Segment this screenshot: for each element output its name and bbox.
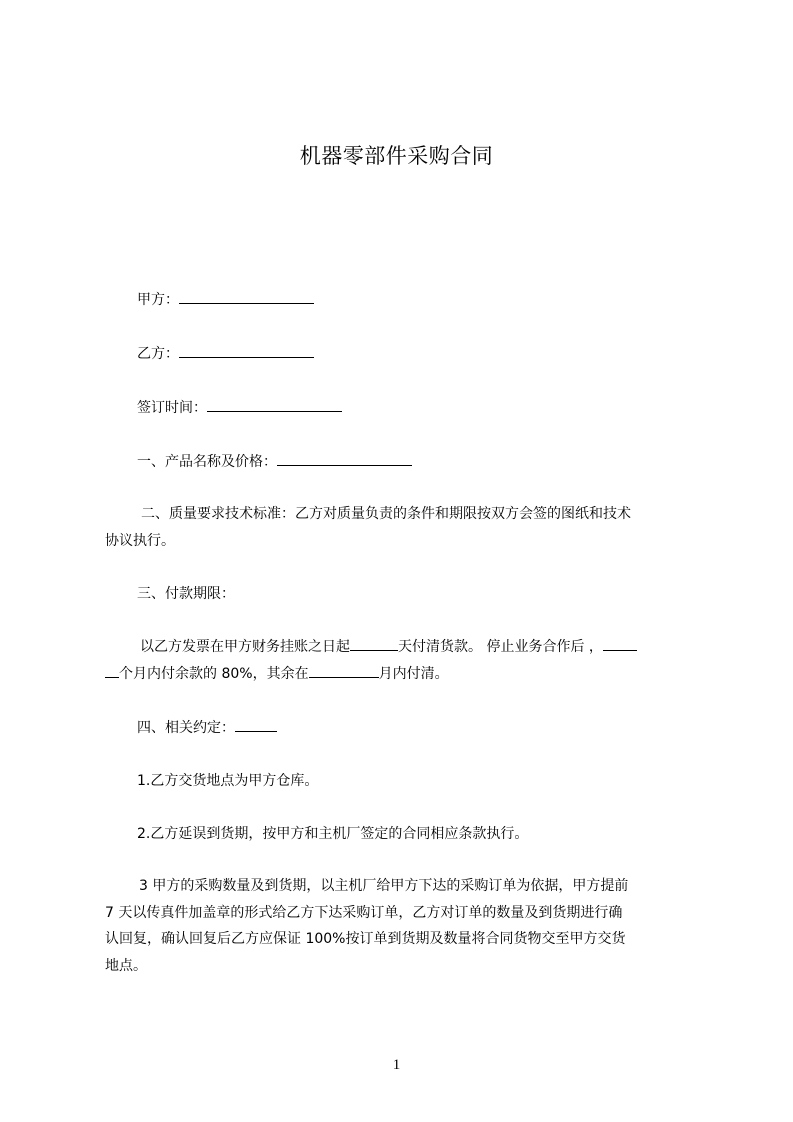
section-2-line-1: 二、质量要求技术标准：乙方对质量负责的条件和期限按双方会签的图纸和技术 — [141, 506, 631, 522]
payment-line-1 — [105, 634, 701, 661]
agreement-item-1: 1.乙方交货地点为甲方仓库。 — [137, 773, 319, 789]
payment-text-2a: 个月内付余款的 80%，其余在 — [119, 665, 309, 682]
payment-paragraph — [105, 634, 701, 687]
payment-months-blank-start — [603, 636, 637, 651]
payment-line-2 — [105, 661, 701, 688]
section-4-blank — [235, 717, 277, 732]
section-4-line — [137, 715, 733, 742]
sign-time-label: 签订时间： — [137, 400, 207, 416]
page-number: 1 — [392, 1057, 401, 1073]
item-3-line-4: 地点。 — [105, 957, 147, 974]
payment-months-blank-end — [105, 663, 119, 678]
payment-text-2b: 月内付清。 — [378, 665, 449, 682]
section-2-line-2: 协议执行。 — [105, 532, 175, 549]
party-a-line — [137, 287, 733, 314]
party-a-blank — [179, 289, 314, 304]
payment-text-1b: 天付清货款。 停止业务合作后 ， — [398, 639, 603, 655]
sign-time-line — [137, 395, 733, 422]
agreement-item-3 — [105, 873, 701, 979]
party-b-blank — [179, 343, 314, 358]
item-3-line-1: 3 甲方的采购数量及到货期，以主机厂给甲方下达的采购订单为依据，甲方提前 — [139, 878, 629, 894]
section-4-heading: 四、相关约定： — [137, 720, 235, 736]
document-title: 机器零部件采购合同 — [299, 144, 494, 168]
section-2-paragraph — [105, 501, 701, 554]
section-3-heading: 三、付款期限： — [137, 586, 235, 602]
payment-text-1a: 以乙方发票在甲方财务挂账之日起 — [140, 639, 350, 655]
item-3-line-3: 认回复，确认回复后乙方应保证 100%按订单到货期及数量将合同货物交至甲方交货 — [105, 931, 626, 947]
section-1-heading: 一、产品名称及价格： — [137, 454, 277, 470]
payment-rest-blank — [309, 663, 379, 678]
sign-time-blank — [207, 397, 342, 412]
party-b-label: 乙方： — [137, 346, 179, 362]
party-b-line — [137, 341, 733, 368]
section-1-line — [137, 449, 733, 476]
payment-days-blank — [350, 636, 398, 651]
agreement-item-2: 2.乙方延误到货期，按甲方和主机厂签定的合同相应条款执行。 — [137, 826, 529, 842]
product-price-blank — [277, 451, 412, 466]
item-3-line-2: 7 天以传真件加盖章的形式给乙方下达采购订单，乙方对订单的数量及到货期进行确 — [105, 904, 623, 921]
party-a-label: 甲方： — [137, 292, 179, 308]
